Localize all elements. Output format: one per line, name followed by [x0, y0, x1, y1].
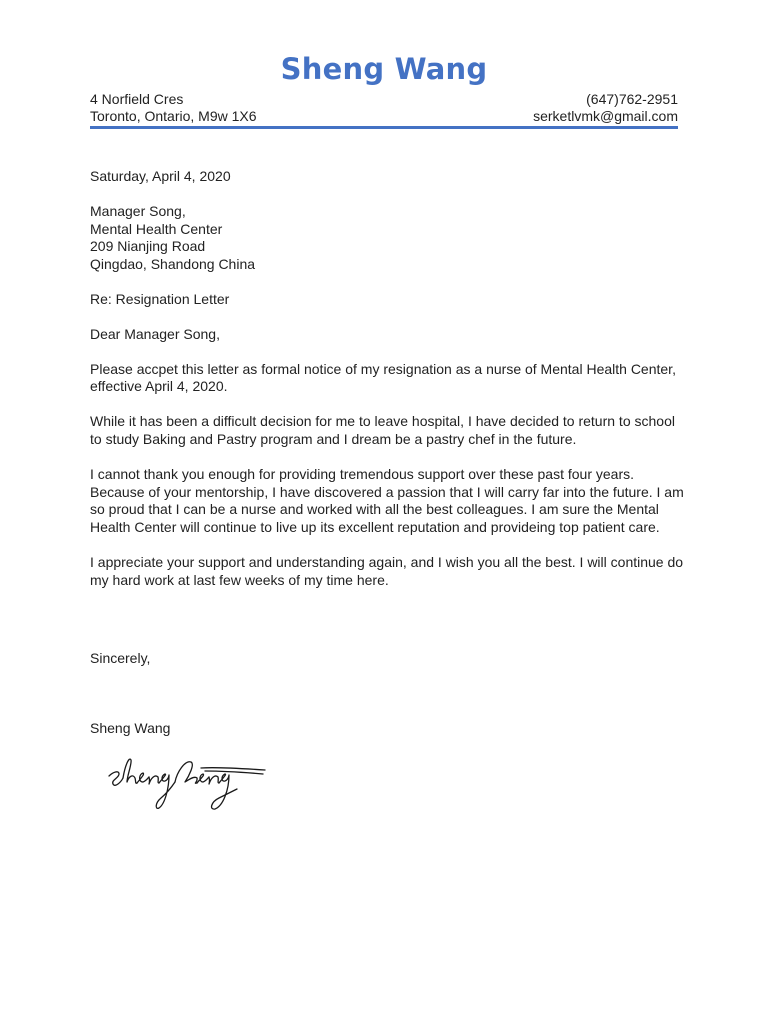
body-paragraph: While it has been a difficult decision for me to leave hospital, I have decided to return to school to study Baking and Pastry program and I dream be a pastry chef in the future. [90, 413, 675, 447]
header-divider [90, 126, 678, 129]
letterhead-name: Sheng Wang [280, 52, 488, 86]
body-paragraph: Please accpet this letter as formal notice of my resignation as a nurse of Mental Health Center, effective April 4, 2020. [90, 360, 676, 395]
subject-line: Re: Resignation Letter [90, 290, 230, 307]
recipient-line: Qingdao, Shandong China [90, 256, 256, 273]
salutation: Dear Manager Song, [90, 325, 220, 342]
recipient-address [90, 203, 690, 274]
body-paragraph: I cannot thank you enough for providing tremendous support over these past four years. Because of your mentorship, I have discovered a passion that I will carry far into the future. I am so proud that I can be a nurse and worked with all the best colleagues. I am sure the Mental Health Center will continue to live up its excellent reputation and provideing top patient care. [90, 465, 684, 536]
body-paragraph: I appreciate your support and understanding again, and I wish you all the best. I will continue do my hard work at last few weeks of my time here. [90, 553, 684, 588]
phone-number: (647)762-2951 [586, 91, 678, 107]
contact-block [90, 91, 678, 125]
signer-name: Sheng Wang [90, 720, 171, 736]
letter-date: Saturday, April 4, 2020 [90, 168, 231, 184]
recipient-line: Manager Song, [90, 202, 186, 219]
contact-row-1 [90, 91, 678, 108]
handwritten-signature [105, 748, 275, 812]
closing: Sincerely, [90, 650, 151, 666]
letter-body [90, 168, 690, 607]
recipient-line: 209 Nianjing Road [90, 238, 206, 255]
address-line-2: Toronto, Ontario, M9w 1X6 [90, 108, 257, 124]
recipient-line: Mental Health Center [90, 220, 223, 237]
contact-row-2 [90, 108, 678, 125]
address-line-1: 4 Norfield Cres [90, 91, 184, 107]
email-address: serketlvmk@gmail.com [533, 108, 678, 124]
